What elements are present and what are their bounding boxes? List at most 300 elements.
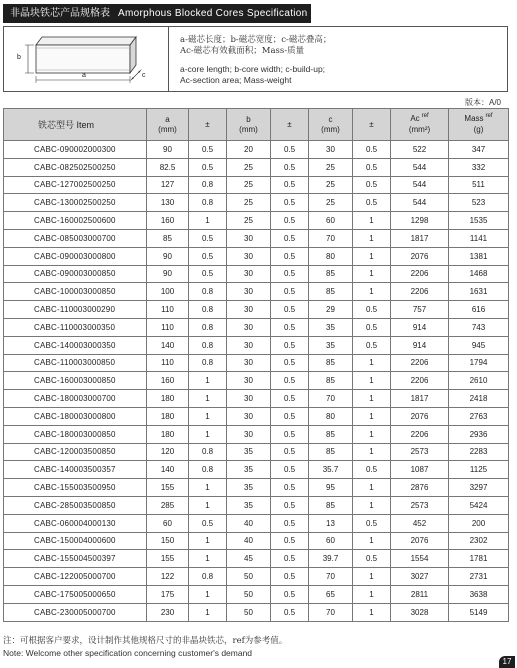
table-row: [4, 532, 509, 550]
cell-model: CABC-175005000650: [4, 585, 147, 603]
cell-c: 95: [309, 479, 353, 497]
header-mass: Mass $^{ref}$ (g): [449, 109, 509, 141]
cell-mass: 1381: [449, 247, 509, 265]
cell-a: 155: [147, 479, 189, 497]
page-number: 17: [499, 656, 515, 668]
box-divider: [168, 27, 169, 91]
dim-label-c: c: [142, 72, 146, 79]
cell-b: 30: [227, 390, 271, 408]
cell-a: 110: [147, 354, 189, 372]
cell-b-tol: 0.5: [271, 229, 309, 247]
cell-c: 29: [309, 301, 353, 319]
cell-b: 40: [227, 514, 271, 532]
cell-model: CABC-090003000800: [4, 247, 147, 265]
legend-en-line1: a-core length; b-core width; c-build-up;: [180, 64, 326, 74]
cell-b-tol: 0.5: [271, 318, 309, 336]
cell-a-tol: 0.8: [189, 354, 227, 372]
cell-c-tol: 1: [353, 479, 391, 497]
cell-model: CABC-180003000800: [4, 407, 147, 425]
cell-a: 90: [147, 141, 189, 159]
cell-c: 85: [309, 443, 353, 461]
cell-mass: 3297: [449, 479, 509, 497]
table-row: [4, 141, 509, 159]
core-dimension-diagram: [12, 31, 160, 89]
cell-c: 85: [309, 265, 353, 283]
table-row: [4, 229, 509, 247]
cell-c-tol: 1: [353, 443, 391, 461]
header-ac: Ac $^{ref}$ (mm²): [391, 109, 449, 141]
cell-model: CABC-230005000700: [4, 603, 147, 621]
cell-mass: 2283: [449, 443, 509, 461]
table-row: [4, 585, 509, 603]
cell-b-tol: 0.5: [271, 425, 309, 443]
cell-b: 40: [227, 532, 271, 550]
cell-model: CABC-130002500250: [4, 194, 147, 212]
cell-a-tol: 0.8: [189, 194, 227, 212]
cell-ac: 2076: [391, 247, 449, 265]
cell-model: CABC-150004000600: [4, 532, 147, 550]
cell-a: 82.5: [147, 158, 189, 176]
cell-c-tol: 0.5: [353, 514, 391, 532]
cell-ac: 544: [391, 176, 449, 194]
table-row: [4, 372, 509, 390]
cell-mass: 1631: [449, 283, 509, 301]
cell-mass: 1141: [449, 229, 509, 247]
cell-b-tol: 0.5: [271, 407, 309, 425]
cell-a: 150: [147, 532, 189, 550]
cell-b-tol: 0.5: [271, 443, 309, 461]
cell-b-tol: 0.5: [271, 301, 309, 319]
table-row: [4, 354, 509, 372]
cell-c: 25: [309, 158, 353, 176]
cell-a-tol: 0.5: [189, 247, 227, 265]
footer-notes: [3, 635, 287, 659]
cell-b: 30: [227, 407, 271, 425]
dimension-legend: [180, 35, 331, 86]
cell-ac: 2811: [391, 585, 449, 603]
cell-b: 35: [227, 496, 271, 514]
cell-ac: 2076: [391, 407, 449, 425]
cell-c-tol: 1: [353, 407, 391, 425]
cell-a-tol: 1: [189, 550, 227, 568]
cell-ac: 544: [391, 158, 449, 176]
cell-ac: 1554: [391, 550, 449, 568]
cell-mass: 511: [449, 176, 509, 194]
cell-mass: 3638: [449, 585, 509, 603]
cell-a-tol: 1: [189, 532, 227, 550]
cell-b-tol: 0.5: [271, 603, 309, 621]
cell-a: 60: [147, 514, 189, 532]
cell-b-tol: 0.5: [271, 568, 309, 586]
cell-ac: 2876: [391, 479, 449, 497]
cell-c: 25: [309, 194, 353, 212]
cell-mass: 1535: [449, 212, 509, 230]
cell-b: 30: [227, 425, 271, 443]
cell-c-tol: 0.5: [353, 141, 391, 159]
spec-table: [3, 108, 509, 622]
cell-mass: 5424: [449, 496, 509, 514]
cell-b: 30: [227, 283, 271, 301]
cell-ac: 544: [391, 194, 449, 212]
cell-a-tol: 0.5: [189, 514, 227, 532]
cell-ac: 2206: [391, 425, 449, 443]
cell-a-tol: 0.8: [189, 461, 227, 479]
cell-model: CABC-180003000700: [4, 390, 147, 408]
cell-b-tol: 0.5: [271, 247, 309, 265]
cell-b-tol: 0.5: [271, 372, 309, 390]
table-row: [4, 318, 509, 336]
cell-a-tol: 0.8: [189, 443, 227, 461]
cell-ac: 2573: [391, 443, 449, 461]
cell-c-tol: 0.5: [353, 461, 391, 479]
cell-b: 25: [227, 212, 271, 230]
cell-model: CABC-160002500600: [4, 212, 147, 230]
cell-a: 175: [147, 585, 189, 603]
cell-a: 285: [147, 496, 189, 514]
table-row: [4, 443, 509, 461]
table-row: [4, 425, 509, 443]
cell-c-tol: 1: [353, 585, 391, 603]
cell-b-tol: 0.5: [271, 141, 309, 159]
cell-mass: 2763: [449, 407, 509, 425]
cell-a-tol: 0.8: [189, 283, 227, 301]
cell-c: 70: [309, 229, 353, 247]
cell-b-tol: 0.5: [271, 390, 309, 408]
table-row: [4, 479, 509, 497]
cell-a: 180: [147, 407, 189, 425]
cell-b-tol: 0.5: [271, 212, 309, 230]
cell-a-tol: 0.5: [189, 229, 227, 247]
cell-ac: 1817: [391, 390, 449, 408]
table-row: [4, 514, 509, 532]
cell-c: 70: [309, 568, 353, 586]
cell-a: 180: [147, 390, 189, 408]
cell-a: 140: [147, 336, 189, 354]
cell-model: CABC-180003000850: [4, 425, 147, 443]
cell-b-tol: 0.5: [271, 550, 309, 568]
cell-c: 25: [309, 176, 353, 194]
cell-a-tol: 0.5: [189, 158, 227, 176]
header-item: 铁芯型号 Item: [4, 109, 147, 141]
cell-a: 110: [147, 318, 189, 336]
cell-a-tol: 1: [189, 390, 227, 408]
cell-b: 30: [227, 265, 271, 283]
table-row: [4, 336, 509, 354]
cell-model: CABC-090003000850: [4, 265, 147, 283]
header-b-tol: ±: [271, 109, 309, 141]
cell-b: 25: [227, 194, 271, 212]
cell-model: CABC-082502500250: [4, 158, 147, 176]
cell-model: CABC-090002000300: [4, 141, 147, 159]
cell-model: CABC-155003500950: [4, 479, 147, 497]
cell-b: 50: [227, 585, 271, 603]
cell-b-tol: 0.5: [271, 461, 309, 479]
cell-b-tol: 0.5: [271, 585, 309, 603]
cell-b: 25: [227, 176, 271, 194]
cell-b: 30: [227, 354, 271, 372]
cell-model: CABC-285003500850: [4, 496, 147, 514]
cell-ac: 2206: [391, 283, 449, 301]
cell-a-tol: 1: [189, 603, 227, 621]
cell-model: CABC-122005000700: [4, 568, 147, 586]
cell-c: 80: [309, 407, 353, 425]
cell-b: 20: [227, 141, 271, 159]
title-cn: 非晶块铁芯产品规格表: [10, 8, 110, 19]
cell-a: 85: [147, 229, 189, 247]
table-row: [4, 461, 509, 479]
cell-c: 30: [309, 141, 353, 159]
cell-a-tol: 1: [189, 212, 227, 230]
cell-b: 30: [227, 229, 271, 247]
note-cn: 注：可根据客户要求，设计制作其他规格尺寸的非晶块铁芯，ref为参考值。: [3, 636, 288, 646]
cell-c-tol: 0.5: [353, 176, 391, 194]
cell-mass: 616: [449, 301, 509, 319]
legend-cn-line1: a-磁芯长度；b-磁芯宽度；c-磁芯叠高；: [180, 35, 332, 45]
cell-b: 25: [227, 158, 271, 176]
cell-mass: 332: [449, 158, 509, 176]
cell-mass: 2418: [449, 390, 509, 408]
cell-a-tol: 1: [189, 372, 227, 390]
cell-c-tol: 1: [353, 229, 391, 247]
cell-a: 100: [147, 283, 189, 301]
table-row: [4, 301, 509, 319]
table-row: [4, 496, 509, 514]
cell-model: CABC-120003500850: [4, 443, 147, 461]
cell-a: 127: [147, 176, 189, 194]
cell-mass: 1781: [449, 550, 509, 568]
cell-c: 35.7: [309, 461, 353, 479]
cell-ac: 3028: [391, 603, 449, 621]
cell-a: 180: [147, 425, 189, 443]
cell-model: CABC-160003000850: [4, 372, 147, 390]
table-row: [4, 265, 509, 283]
header-a: a (mm): [147, 109, 189, 141]
cell-c-tol: 1: [353, 265, 391, 283]
page-title-bar: [3, 4, 337, 23]
cell-a: 120: [147, 443, 189, 461]
cell-b: 30: [227, 318, 271, 336]
table-row: [4, 158, 509, 176]
cell-ac: 2573: [391, 496, 449, 514]
cell-c-tol: 1: [353, 283, 391, 301]
cell-b: 50: [227, 603, 271, 621]
cell-mass: 523: [449, 194, 509, 212]
cell-b-tol: 0.5: [271, 514, 309, 532]
cell-c: 35: [309, 336, 353, 354]
cell-model: CABC-140003500357: [4, 461, 147, 479]
table-row: [4, 568, 509, 586]
title-en: Amorphous Blocked Cores Specification sheet: [118, 8, 337, 19]
cell-mass: 1794: [449, 354, 509, 372]
cell-b: 35: [227, 443, 271, 461]
cell-mass: 2610: [449, 372, 509, 390]
cell-c-tol: 0.5: [353, 336, 391, 354]
cell-a-tol: 0.8: [189, 568, 227, 586]
cell-c-tol: 1: [353, 603, 391, 621]
cell-c: 70: [309, 603, 353, 621]
cell-a-tol: 0.5: [189, 141, 227, 159]
note-en: Note: Welcome other specification concerning customer's demand: [3, 648, 253, 658]
legend-en-line2: Ac-section area; Mass-weight: [180, 75, 292, 85]
cell-c-tol: 0.5: [353, 301, 391, 319]
cell-b-tol: 0.5: [271, 532, 309, 550]
cell-a-tol: 1: [189, 479, 227, 497]
cell-b-tol: 0.5: [271, 158, 309, 176]
cell-mass: 743: [449, 318, 509, 336]
dim-label-b: b: [17, 54, 21, 61]
cell-b: 30: [227, 301, 271, 319]
cell-c: 85: [309, 283, 353, 301]
table-row: [4, 247, 509, 265]
cell-mass: 5149: [449, 603, 509, 621]
cell-c: 39.7: [309, 550, 353, 568]
table-row: [4, 390, 509, 408]
cell-b: 30: [227, 336, 271, 354]
table-header-row: [4, 109, 509, 141]
cell-c: 70: [309, 390, 353, 408]
cell-ac: 914: [391, 318, 449, 336]
cell-c: 85: [309, 425, 353, 443]
cell-a-tol: 1: [189, 496, 227, 514]
cell-ac: 3027: [391, 568, 449, 586]
cell-a: 160: [147, 212, 189, 230]
cell-ac: 1087: [391, 461, 449, 479]
cell-c: 85: [309, 354, 353, 372]
cell-b-tol: 0.5: [271, 354, 309, 372]
dim-label-a: a: [82, 72, 86, 79]
cell-ac: 452: [391, 514, 449, 532]
cell-model: CABC-155004500397: [4, 550, 147, 568]
cell-c-tol: 1: [353, 354, 391, 372]
spec-diagram-box: [3, 26, 508, 92]
cell-a-tol: 1: [189, 425, 227, 443]
cell-b-tol: 0.5: [271, 479, 309, 497]
cell-b-tol: 0.5: [271, 283, 309, 301]
cell-b: 45: [227, 550, 271, 568]
cell-ac: 1298: [391, 212, 449, 230]
cell-c: 80: [309, 247, 353, 265]
version-label: 版本：A/0: [464, 98, 501, 107]
cell-mass: 2936: [449, 425, 509, 443]
cell-mass: 2302: [449, 532, 509, 550]
cell-ac: 522: [391, 141, 449, 159]
cell-model: CABC-110003000290: [4, 301, 147, 319]
cell-c: 85: [309, 372, 353, 390]
cell-model: CABC-100003000850: [4, 283, 147, 301]
cell-c: 35: [309, 318, 353, 336]
cell-ac: 914: [391, 336, 449, 354]
cell-b: 30: [227, 247, 271, 265]
header-a-tol: ±: [189, 109, 227, 141]
cell-ac: 1817: [391, 229, 449, 247]
table-row: [4, 176, 509, 194]
table-body: [4, 141, 509, 622]
cell-a: 230: [147, 603, 189, 621]
cell-c-tol: 0.5: [353, 194, 391, 212]
header-c-tol: ±: [353, 109, 391, 141]
cell-a: 155: [147, 550, 189, 568]
legend-cn-line2: Ac-磁芯有效截面积；Mass-质量: [180, 46, 305, 56]
cell-c-tol: 1: [353, 372, 391, 390]
cell-ac: 2206: [391, 372, 449, 390]
cell-mass: 200: [449, 514, 509, 532]
cell-mass: 1125: [449, 461, 509, 479]
cell-c-tol: 0.5: [353, 318, 391, 336]
cell-a: 122: [147, 568, 189, 586]
cell-b-tol: 0.5: [271, 496, 309, 514]
cell-a-tol: 0.8: [189, 318, 227, 336]
cell-mass: 2731: [449, 568, 509, 586]
cell-b: 50: [227, 568, 271, 586]
table-row: [4, 194, 509, 212]
table-row: [4, 407, 509, 425]
cell-a-tol: 0.8: [189, 301, 227, 319]
cell-a: 110: [147, 301, 189, 319]
cell-ac: 2076: [391, 532, 449, 550]
cell-c: 60: [309, 212, 353, 230]
cell-mass: 347: [449, 141, 509, 159]
cell-mass: 945: [449, 336, 509, 354]
cell-c-tol: 1: [353, 568, 391, 586]
cell-a: 90: [147, 265, 189, 283]
cell-a: 140: [147, 461, 189, 479]
cell-a: 160: [147, 372, 189, 390]
cell-a-tol: 0.8: [189, 336, 227, 354]
cell-b: 35: [227, 461, 271, 479]
cell-model: CABC-060004000130: [4, 514, 147, 532]
cell-model: CABC-140003000350: [4, 336, 147, 354]
cell-c-tol: 1: [353, 247, 391, 265]
cell-c-tol: 1: [353, 212, 391, 230]
cell-c-tol: 1: [353, 390, 391, 408]
cell-ac: 757: [391, 301, 449, 319]
cell-ac: 2206: [391, 354, 449, 372]
cell-c-tol: 1: [353, 496, 391, 514]
table-row: [4, 550, 509, 568]
header-b: b (mm): [227, 109, 271, 141]
cell-c-tol: 1: [353, 532, 391, 550]
cell-b-tol: 0.5: [271, 265, 309, 283]
table-row: [4, 283, 509, 301]
cell-b: 35: [227, 479, 271, 497]
cell-b-tol: 0.5: [271, 336, 309, 354]
cell-b-tol: 0.5: [271, 194, 309, 212]
header-c: c (mm): [309, 109, 353, 141]
cell-mass: 1468: [449, 265, 509, 283]
cell-a-tol: 1: [189, 585, 227, 603]
table-row: [4, 603, 509, 621]
cell-model: CABC-085003000700: [4, 229, 147, 247]
cell-c: 60: [309, 532, 353, 550]
cell-c: 13: [309, 514, 353, 532]
cell-a: 90: [147, 247, 189, 265]
cell-a-tol: 1: [189, 407, 227, 425]
cell-a-tol: 0.8: [189, 176, 227, 194]
cell-c-tol: 0.5: [353, 550, 391, 568]
cell-c-tol: 0.5: [353, 158, 391, 176]
cell-a: 130: [147, 194, 189, 212]
cell-c: 85: [309, 496, 353, 514]
table-row: [4, 212, 509, 230]
cell-c-tol: 1: [353, 425, 391, 443]
cell-model: CABC-110003000350: [4, 318, 147, 336]
cell-ac: 2206: [391, 265, 449, 283]
cell-a-tol: 0.5: [189, 265, 227, 283]
cell-b-tol: 0.5: [271, 176, 309, 194]
cell-c: 65: [309, 585, 353, 603]
cell-b: 30: [227, 372, 271, 390]
cell-model: CABC-110003000850: [4, 354, 147, 372]
